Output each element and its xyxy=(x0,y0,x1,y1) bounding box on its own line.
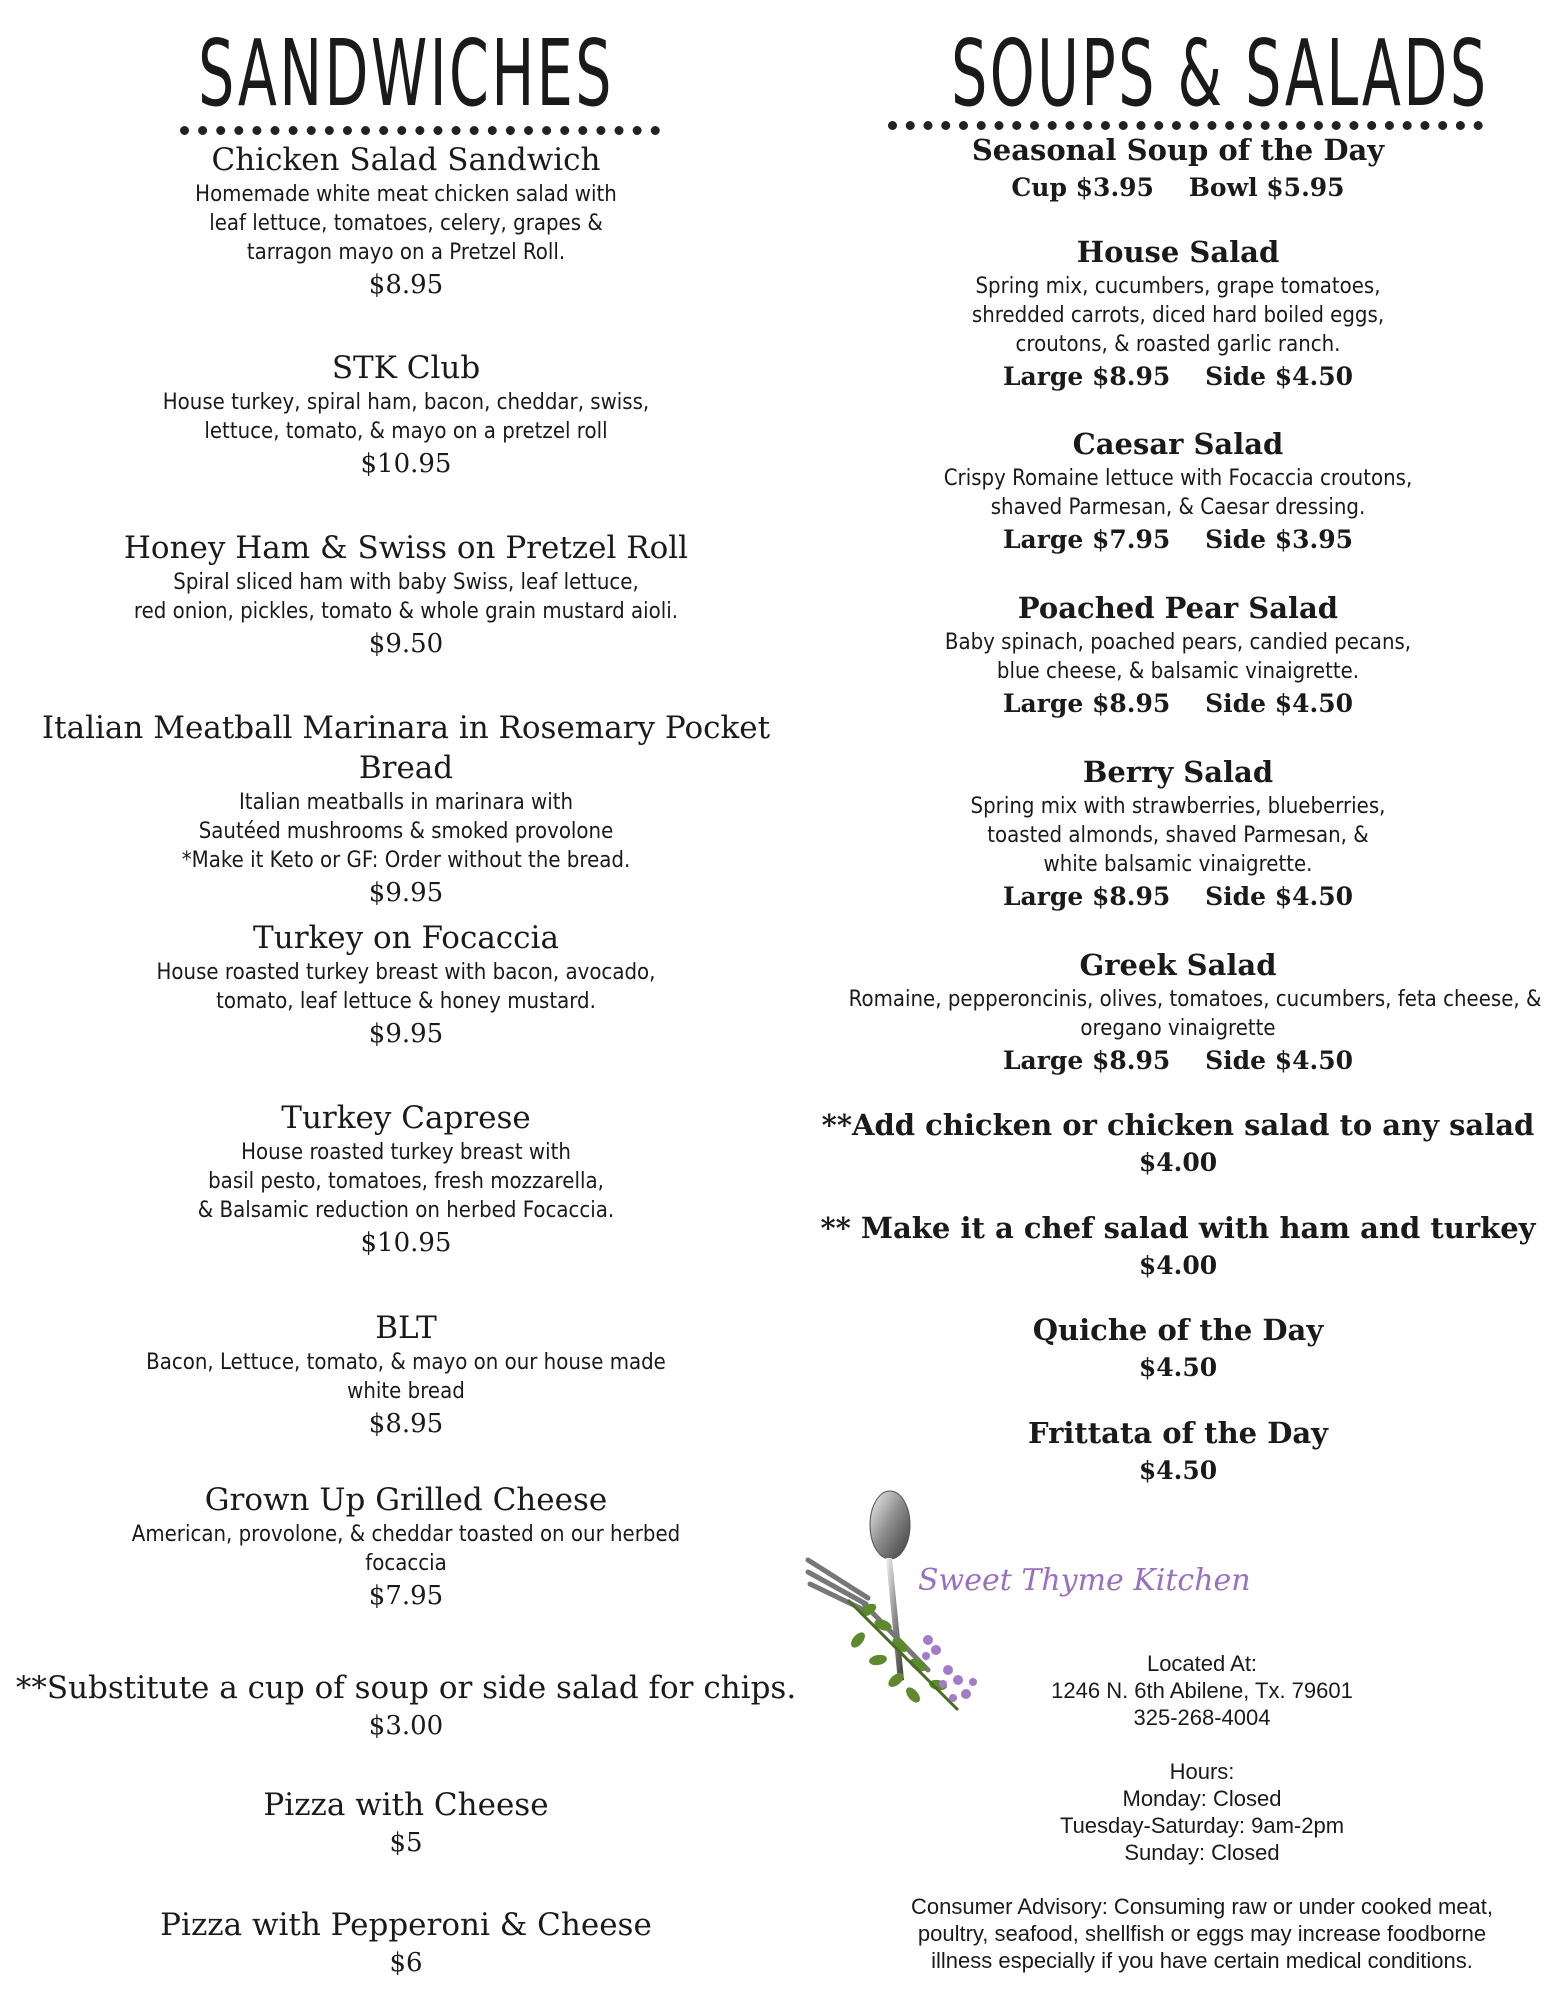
menu-item xyxy=(0,1308,812,1442)
menu-item xyxy=(0,528,812,662)
description-line: toasted almonds, shaved Parmesan, & xyxy=(987,823,1369,848)
menu-item-name: ** Make it a chef salad with ham and turkey xyxy=(820,1211,1536,1245)
sandwiches-title: SANDWICHES xyxy=(198,20,614,127)
menu-item-name: Chicken Salad Sandwich xyxy=(211,142,601,178)
menu-item xyxy=(812,130,1544,206)
menu-item-name: BLT xyxy=(375,1310,437,1346)
sandwiches-dotted-divider xyxy=(180,126,660,135)
description-line: & Balsamic reduction on herbed Focaccia. xyxy=(197,1198,615,1223)
menu-item xyxy=(812,1413,1544,1489)
menu-item-price: Large $8.95 Side $4.50 xyxy=(1002,882,1354,911)
menu-item-name: Frittata of the Day xyxy=(1028,1416,1328,1450)
menu-item xyxy=(0,140,812,303)
menu-item xyxy=(0,1668,812,1744)
description-line: Sautéed mushrooms & smoked provolone xyxy=(198,819,614,844)
description-line: blue cheese, & balsamic vinaigrette. xyxy=(996,659,1360,684)
menu-item-price: Large $8.95 Side $4.50 xyxy=(1002,689,1354,718)
menu-item-price: $10.95 xyxy=(360,449,452,479)
menu-item xyxy=(812,1208,1544,1284)
menu-item-price: $10.95 xyxy=(360,1228,452,1258)
description-line: white balsamic vinaigrette. xyxy=(1043,852,1313,877)
menu-item-price: $4.50 xyxy=(1138,1353,1218,1382)
menu-item-name: Grown Up Grilled Cheese xyxy=(204,1482,608,1518)
description-line: House turkey, spiral ham, bacon, cheddar, swiss, xyxy=(162,390,650,415)
info-line: Consumer Advisory: Consuming raw or under cooked meat, xyxy=(910,1894,1494,1919)
description-line: Homemade white meat chicken salad with xyxy=(195,182,617,207)
menu-item xyxy=(0,918,812,1052)
menu-item-name: Turkey on Focaccia xyxy=(253,920,559,956)
description-line: *Make it Keto or GF: Order without the bread. xyxy=(181,848,631,873)
description-line: Romaine, pepperoncinis, olives, tomatoes, cucumbers, feta cheese, & xyxy=(848,987,1542,1012)
description-line: House roasted turkey breast with xyxy=(241,1140,571,1165)
info-line: poultry, seafood, shellfish or eggs may increase foodborne xyxy=(917,1921,1487,1946)
description-line: House roasted turkey breast with bacon, avocado, xyxy=(156,960,656,985)
menu-item-name: Italian Meatball Marinara in Rosemary Pocket Bread xyxy=(41,710,771,786)
description-line: shredded carrots, diced hard boiled eggs, xyxy=(971,303,1385,328)
soups-salads-dotted-divider xyxy=(888,121,1483,130)
description-line: Italian meatballs in marinara with xyxy=(238,790,574,815)
menu-item xyxy=(812,752,1544,915)
menu-item xyxy=(0,708,812,911)
menu-item-description xyxy=(848,985,1542,1043)
description-line: focaccia xyxy=(365,1551,447,1576)
menu-item-name: **Add chicken or chicken salad to any salad xyxy=(821,1108,1535,1142)
menu-item-name: Pizza with Pepperoni & Cheese xyxy=(160,1907,652,1943)
info-line: illness especially if you have certain medical conditions. xyxy=(931,1948,1473,1973)
menu-item-price: $4.50 xyxy=(1138,1456,1218,1485)
description-line: Spring mix, cucumbers, grape tomatoes, xyxy=(975,274,1381,299)
menu-item-description xyxy=(41,788,772,875)
menu-item-name: **Substitute a cup of soup or side salad for chips. xyxy=(15,1670,797,1706)
menu-item xyxy=(0,1905,812,1981)
menu-item-price: $5 xyxy=(389,1828,423,1858)
location-block xyxy=(860,1650,1544,1731)
menu-item-name: Berry Salad xyxy=(1082,755,1274,789)
menu-item-description xyxy=(849,628,1508,686)
menu-item-price: $7.95 xyxy=(368,1581,444,1611)
description-line: leaf lettuce, tomatoes, celery, grapes & xyxy=(209,211,603,236)
menu-item-name: Poached Pear Salad xyxy=(1017,591,1339,625)
menu-item xyxy=(0,1785,812,1861)
menu-item-price: $4.00 xyxy=(1138,1251,1218,1280)
logo-text: Sweet Thyme Kitchen xyxy=(918,1563,1251,1598)
description-line: croutons, & roasted garlic ranch. xyxy=(1015,332,1341,357)
description-line: white bread xyxy=(347,1379,465,1404)
menu-item-price: $8.95 xyxy=(368,270,444,300)
menu-item-description xyxy=(41,1520,772,1578)
menu-item xyxy=(0,1480,812,1614)
description-line: shaved Parmesan, & Caesar dressing. xyxy=(990,495,1366,520)
info-line: 325-268-4004 xyxy=(1133,1705,1271,1730)
menu-item-description xyxy=(41,958,772,1016)
soups-salads-title: SOUPS & SALADS xyxy=(951,20,1489,127)
info-line: Located At: xyxy=(1146,1651,1258,1676)
menu-item-description xyxy=(41,388,772,446)
menu-item-price: $6 xyxy=(389,1948,423,1978)
description-line: tarragon mayo on a Pretzel Roll. xyxy=(246,240,566,265)
description-line: oregano vinaigrette xyxy=(1080,1016,1276,1041)
description-line: Baby spinach, poached pears, candied pecans, xyxy=(944,630,1412,655)
menu-item-price: Large $8.95 Side $4.50 xyxy=(1002,362,1354,391)
description-line: basil pesto, tomatoes, fresh mozzarella, xyxy=(208,1169,604,1194)
menu-item-price: Cup $3.95 Bowl $5.95 xyxy=(1011,173,1345,202)
menu-item-price: $3.00 xyxy=(368,1711,444,1741)
description-line: Bacon, Lettuce, tomato, & mayo on our house made xyxy=(146,1350,666,1375)
menu-item-description xyxy=(41,1348,772,1406)
info-line: 1246 N. 6th Abilene, Tx. 79601 xyxy=(1051,1678,1353,1703)
menu-item-price: $9.95 xyxy=(368,878,444,908)
menu-item-name: Pizza with Cheese xyxy=(263,1787,549,1823)
menu-item-description xyxy=(41,180,772,267)
info-line: Hours: xyxy=(1169,1759,1235,1784)
menu-item-description xyxy=(41,1138,772,1225)
menu-item-description xyxy=(849,792,1508,879)
menu-item-price: $9.95 xyxy=(368,1019,444,1049)
menu-item-name: Caesar Salad xyxy=(1072,427,1284,461)
description-line: tomato, leaf lettuce & honey mustard. xyxy=(216,989,596,1014)
menu-item xyxy=(812,424,1544,558)
menu-item xyxy=(812,1310,1544,1386)
menu-item-name: Quiche of the Day xyxy=(1032,1313,1324,1347)
menu-item-name: Honey Ham & Swiss on Pretzel Roll xyxy=(123,530,689,566)
description-line: red onion, pickles, tomato & whole grain mustard aioli. xyxy=(133,599,679,624)
menu-item xyxy=(812,945,1544,1079)
menu-item-price: $8.95 xyxy=(368,1409,444,1439)
menu-item-description xyxy=(41,568,772,626)
menu-item-description xyxy=(849,272,1508,359)
description-line: Spring mix with strawberries, blueberries, xyxy=(970,794,1386,819)
menu-item-name: Seasonal Soup of the Day xyxy=(971,133,1385,167)
restaurant-info xyxy=(860,1650,1544,2001)
menu-item xyxy=(812,1105,1544,1181)
description-line: American, provolone, & cheddar toasted on our herbed xyxy=(131,1522,681,1547)
menu-item-price: Large $8.95 Side $4.50 xyxy=(1002,1046,1354,1075)
description-line: lettuce, tomato, & mayo on a pretzel roll xyxy=(204,419,608,444)
menu-item xyxy=(0,1098,812,1261)
description-line: Crispy Romaine lettuce with Focaccia croutons, xyxy=(943,466,1413,491)
info-line: Sunday: Closed xyxy=(1124,1840,1280,1865)
menu-item-name: STK Club xyxy=(331,350,481,386)
menu-item-description xyxy=(849,464,1508,522)
menu-item-price: Large $7.95 Side $3.95 xyxy=(1002,525,1354,554)
menu-item xyxy=(812,588,1544,722)
menu-item xyxy=(812,232,1544,395)
menu-item-name: Turkey Caprese xyxy=(281,1100,531,1136)
info-line: Tuesday-Saturday: 9am-2pm xyxy=(1059,1813,1345,1838)
menu-item xyxy=(0,348,812,482)
consumer-advisory xyxy=(860,1893,1544,1974)
menu-item-price: $9.50 xyxy=(368,629,444,659)
menu-item-name: House Salad xyxy=(1076,235,1280,269)
menu-item-price: $4.00 xyxy=(1138,1148,1218,1177)
description-line: Spiral sliced ham with baby Swiss, leaf lettuce, xyxy=(173,570,639,595)
hours-block xyxy=(860,1758,1544,1866)
info-line: Monday: Closed xyxy=(1122,1786,1282,1811)
menu-item-name: Greek Salad xyxy=(1079,948,1277,982)
